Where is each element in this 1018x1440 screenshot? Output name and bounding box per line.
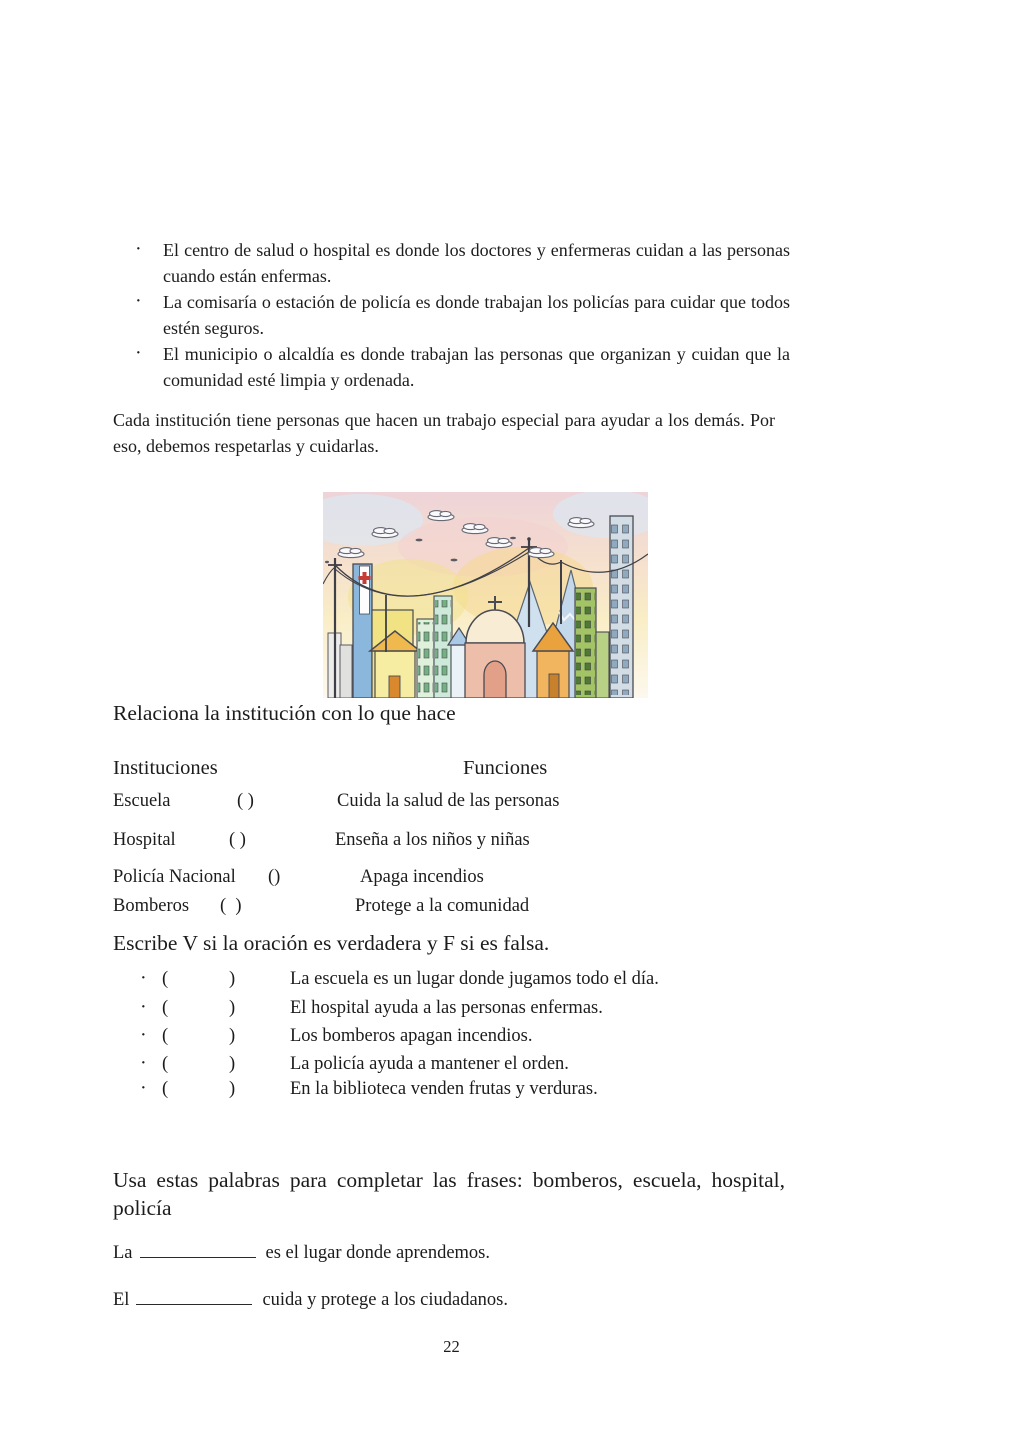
table-row xyxy=(113,830,790,856)
institution-label: Policía Nacional xyxy=(113,867,236,887)
open-paren: ( xyxy=(162,969,169,989)
statement-text: La escuela es un lugar donde jugamos todo el día. xyxy=(290,969,659,989)
true-false-title: Escribe V si la oración es verdadera y F si es falsa. xyxy=(113,931,550,955)
fill-in-title: Usa estas palabras para completar las frases: bomberos, escuela, hospital, policía xyxy=(113,1168,785,1220)
intro-bullet-list xyxy=(113,237,790,393)
statement-text: El hospital ayuda a las personas enfermas. xyxy=(290,998,603,1018)
bullet-text: El centro de salud o hospital es donde los doctores y enfermeras cuidan a las personas cuando están enfermas. xyxy=(163,240,790,286)
list-item xyxy=(113,998,790,1024)
matching-table xyxy=(113,791,790,931)
open-paren: ( xyxy=(162,1026,169,1046)
sentence-start: La xyxy=(113,1243,133,1263)
city-illustration xyxy=(323,492,648,698)
table-row xyxy=(113,896,790,922)
hospital-building xyxy=(353,564,372,698)
close-paren: ) xyxy=(229,1054,236,1074)
answer-parentheses: ( ) xyxy=(229,830,246,850)
fill-in-sentence xyxy=(113,1287,508,1313)
bullet-icon: · xyxy=(140,996,147,1018)
statement-text: En la biblioteca venden frutas y verduras. xyxy=(290,1079,598,1099)
close-paren: ) xyxy=(229,969,236,989)
institution-label: Bomberos xyxy=(113,896,190,916)
function-label: Cuida la salud de las personas xyxy=(337,791,560,811)
sentence-end: cuida y protege a los ciudadanos. xyxy=(262,1290,509,1310)
answer-blank xyxy=(140,1242,256,1258)
bullet-icon: · xyxy=(135,342,142,364)
function-label: Enseña a los niños y niñas xyxy=(335,830,530,850)
answer-parentheses: ( ) xyxy=(220,896,242,916)
statement-text: Los bomberos apagan incendios. xyxy=(290,1026,533,1046)
bullet-icon: · xyxy=(140,1024,147,1046)
close-paren: ) xyxy=(229,1079,236,1099)
open-paren: ( xyxy=(162,1079,169,1099)
bullet-icon: · xyxy=(140,1052,147,1074)
list-item xyxy=(113,1026,790,1052)
table-row xyxy=(113,867,790,893)
close-paren: ) xyxy=(229,1026,236,1046)
skyscraper xyxy=(610,516,633,698)
statement-text: La policía ayuda a mantener el orden. xyxy=(290,1054,569,1074)
fill-in-sentence xyxy=(113,1240,490,1266)
bullet-icon: · xyxy=(135,238,142,260)
open-paren: ( xyxy=(162,998,169,1018)
function-label: Apaga incendios xyxy=(360,867,484,887)
list-item xyxy=(113,341,790,393)
column-header-institutions: Instituciones xyxy=(113,757,218,779)
answer-parentheses: () xyxy=(268,867,281,887)
bullet-text: El municipio o alcaldía es donde trabajan las personas que organizan y cuidan que la comunidad esté limpia y ordenada. xyxy=(163,344,790,390)
sentence-start: El xyxy=(113,1290,130,1310)
bullet-text: La comisaría o estación de policía es donde trabajan los policías para cuidar que todos estén seguros. xyxy=(163,292,790,338)
answer-blank xyxy=(136,1289,252,1305)
table-row xyxy=(113,791,790,817)
answer-parentheses: ( ) xyxy=(237,791,254,811)
matching-title: Relaciona la institución con lo que hace xyxy=(113,701,456,725)
institution-label: Escuela xyxy=(113,791,171,811)
institution-label: Hospital xyxy=(113,830,176,850)
sentence-end: es el lugar donde aprendemos. xyxy=(265,1243,491,1263)
intro-paragraph: Cada institución tiene personas que hacen un trabajo especial para ayudar a los demás. Por eso, debemos respetarlas y cuidarlas. xyxy=(113,410,775,456)
column-header-functions: Funciones xyxy=(463,757,548,779)
open-paren: ( xyxy=(162,1054,169,1074)
bullet-icon: · xyxy=(135,290,142,312)
page-number: 22 xyxy=(443,1337,460,1356)
list-item xyxy=(113,237,790,289)
function-label: Protege a la comunidad xyxy=(355,896,530,916)
close-paren: ) xyxy=(229,998,236,1018)
list-item xyxy=(113,289,790,341)
city-illustration-svg xyxy=(323,492,648,698)
list-item xyxy=(113,1054,790,1080)
true-false-list xyxy=(113,969,790,1114)
list-item xyxy=(113,1079,790,1105)
list-item xyxy=(113,969,790,995)
bullet-icon: · xyxy=(140,1077,147,1099)
bullet-icon: · xyxy=(140,967,147,989)
